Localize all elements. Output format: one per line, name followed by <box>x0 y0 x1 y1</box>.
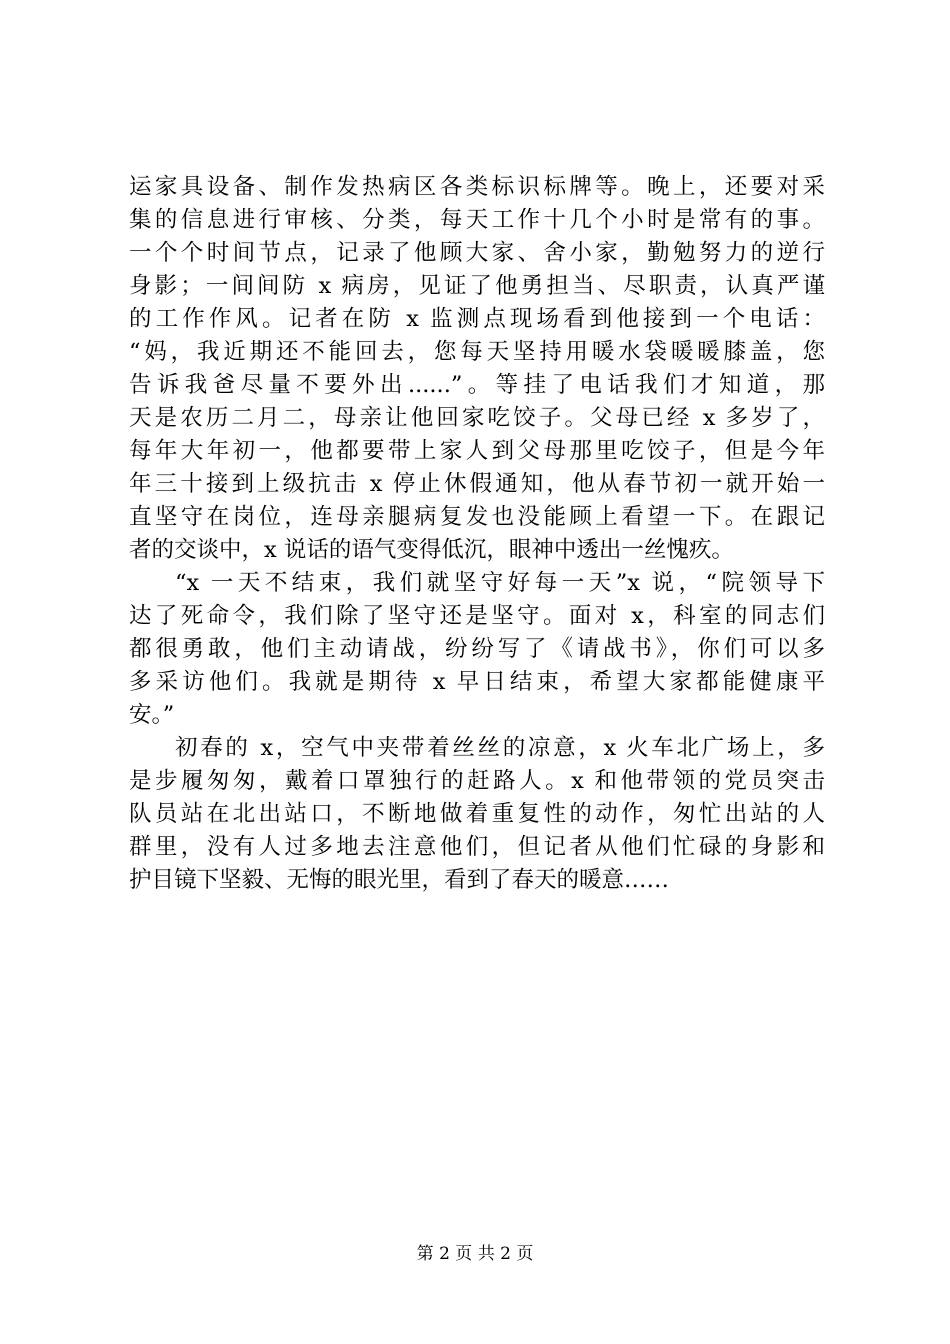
text-line: “妈，我近期还不能回去，您每天坚持用暖水袋暖暖膝盖，您 <box>129 339 825 365</box>
article-body <box>129 171 825 897</box>
text-line: “x 一天不结束，我们就坚守好每一天”x 说，“院领导下 <box>175 570 825 596</box>
text-line: 初春的 x，空气中夹带着丝丝的凉意，x 火车北广场上，多 <box>175 735 825 761</box>
text-line: 是步履匆匆，戴着口罩独行的赶路人。x 和他带领的党员突击 <box>129 768 825 794</box>
text-line: 告诉我爸尽量不要外出......”。等挂了电话我们才知道，那 <box>129 372 825 398</box>
text-line: 年三十接到上级抗击 x 停止休假通知，他从春节初一就开始一 <box>129 471 825 497</box>
text-line: 一个个时间节点，记录了他顾大家、舍小家，勤勉努力的逆行 <box>129 240 825 266</box>
text-line: 直坚守在岗位，连母亲腿病复发也没能顾上看望一下。在跟记 <box>129 504 825 530</box>
text-line: 都很勇敢，他们主动请战，纷纷写了《请战书》，你们可以多 <box>129 636 825 662</box>
text-line: 身影；一间间防 x 病房，见证了他勇担当、尽职责，认真严谨 <box>129 273 825 299</box>
text-line: 护目镜下坚毅、无悔的眼光里，看到了春天的暖意…… <box>129 867 670 893</box>
text-line: 的工作作风。记者在防 x 监测点现场看到他接到一个电话： <box>129 306 825 332</box>
text-line: 集的信息进行审核、分类，每天工作十几个小时是常有的事。 <box>129 207 825 233</box>
text-line: 多采访他们。我就是期待 x 早日结束，希望大家都能健康平 <box>129 669 825 695</box>
text-line: 达了死命令，我们除了坚守还是坚守。面对 x，科室的同志们 <box>129 603 825 629</box>
text-line: 每年大年初一，他都要带上家人到父母那里吃饺子，但是今年 <box>129 438 825 464</box>
page-number-footer: 第 2 页 共 2 页 <box>416 1244 534 1264</box>
text-line: 运家具设备、制作发热病区各类标识标牌等。晚上，还要对采 <box>129 174 825 200</box>
text-line: 天是农历二月二，母亲让他回家吃饺子。父母已经 x 多岁了， <box>129 405 825 431</box>
text-line: 群里，没有人过多地去注意他们，但记者从他们忙碌的身影和 <box>129 834 825 860</box>
text-line: 者的交谈中，x 说话的语气变得低沉，眼神中透出一丝愧疚。 <box>129 537 734 563</box>
text-line: 安。” <box>129 702 175 728</box>
text-line: 队员站在北出站口，不断地做着重复性的动作，匆忙出站的人 <box>129 801 825 827</box>
